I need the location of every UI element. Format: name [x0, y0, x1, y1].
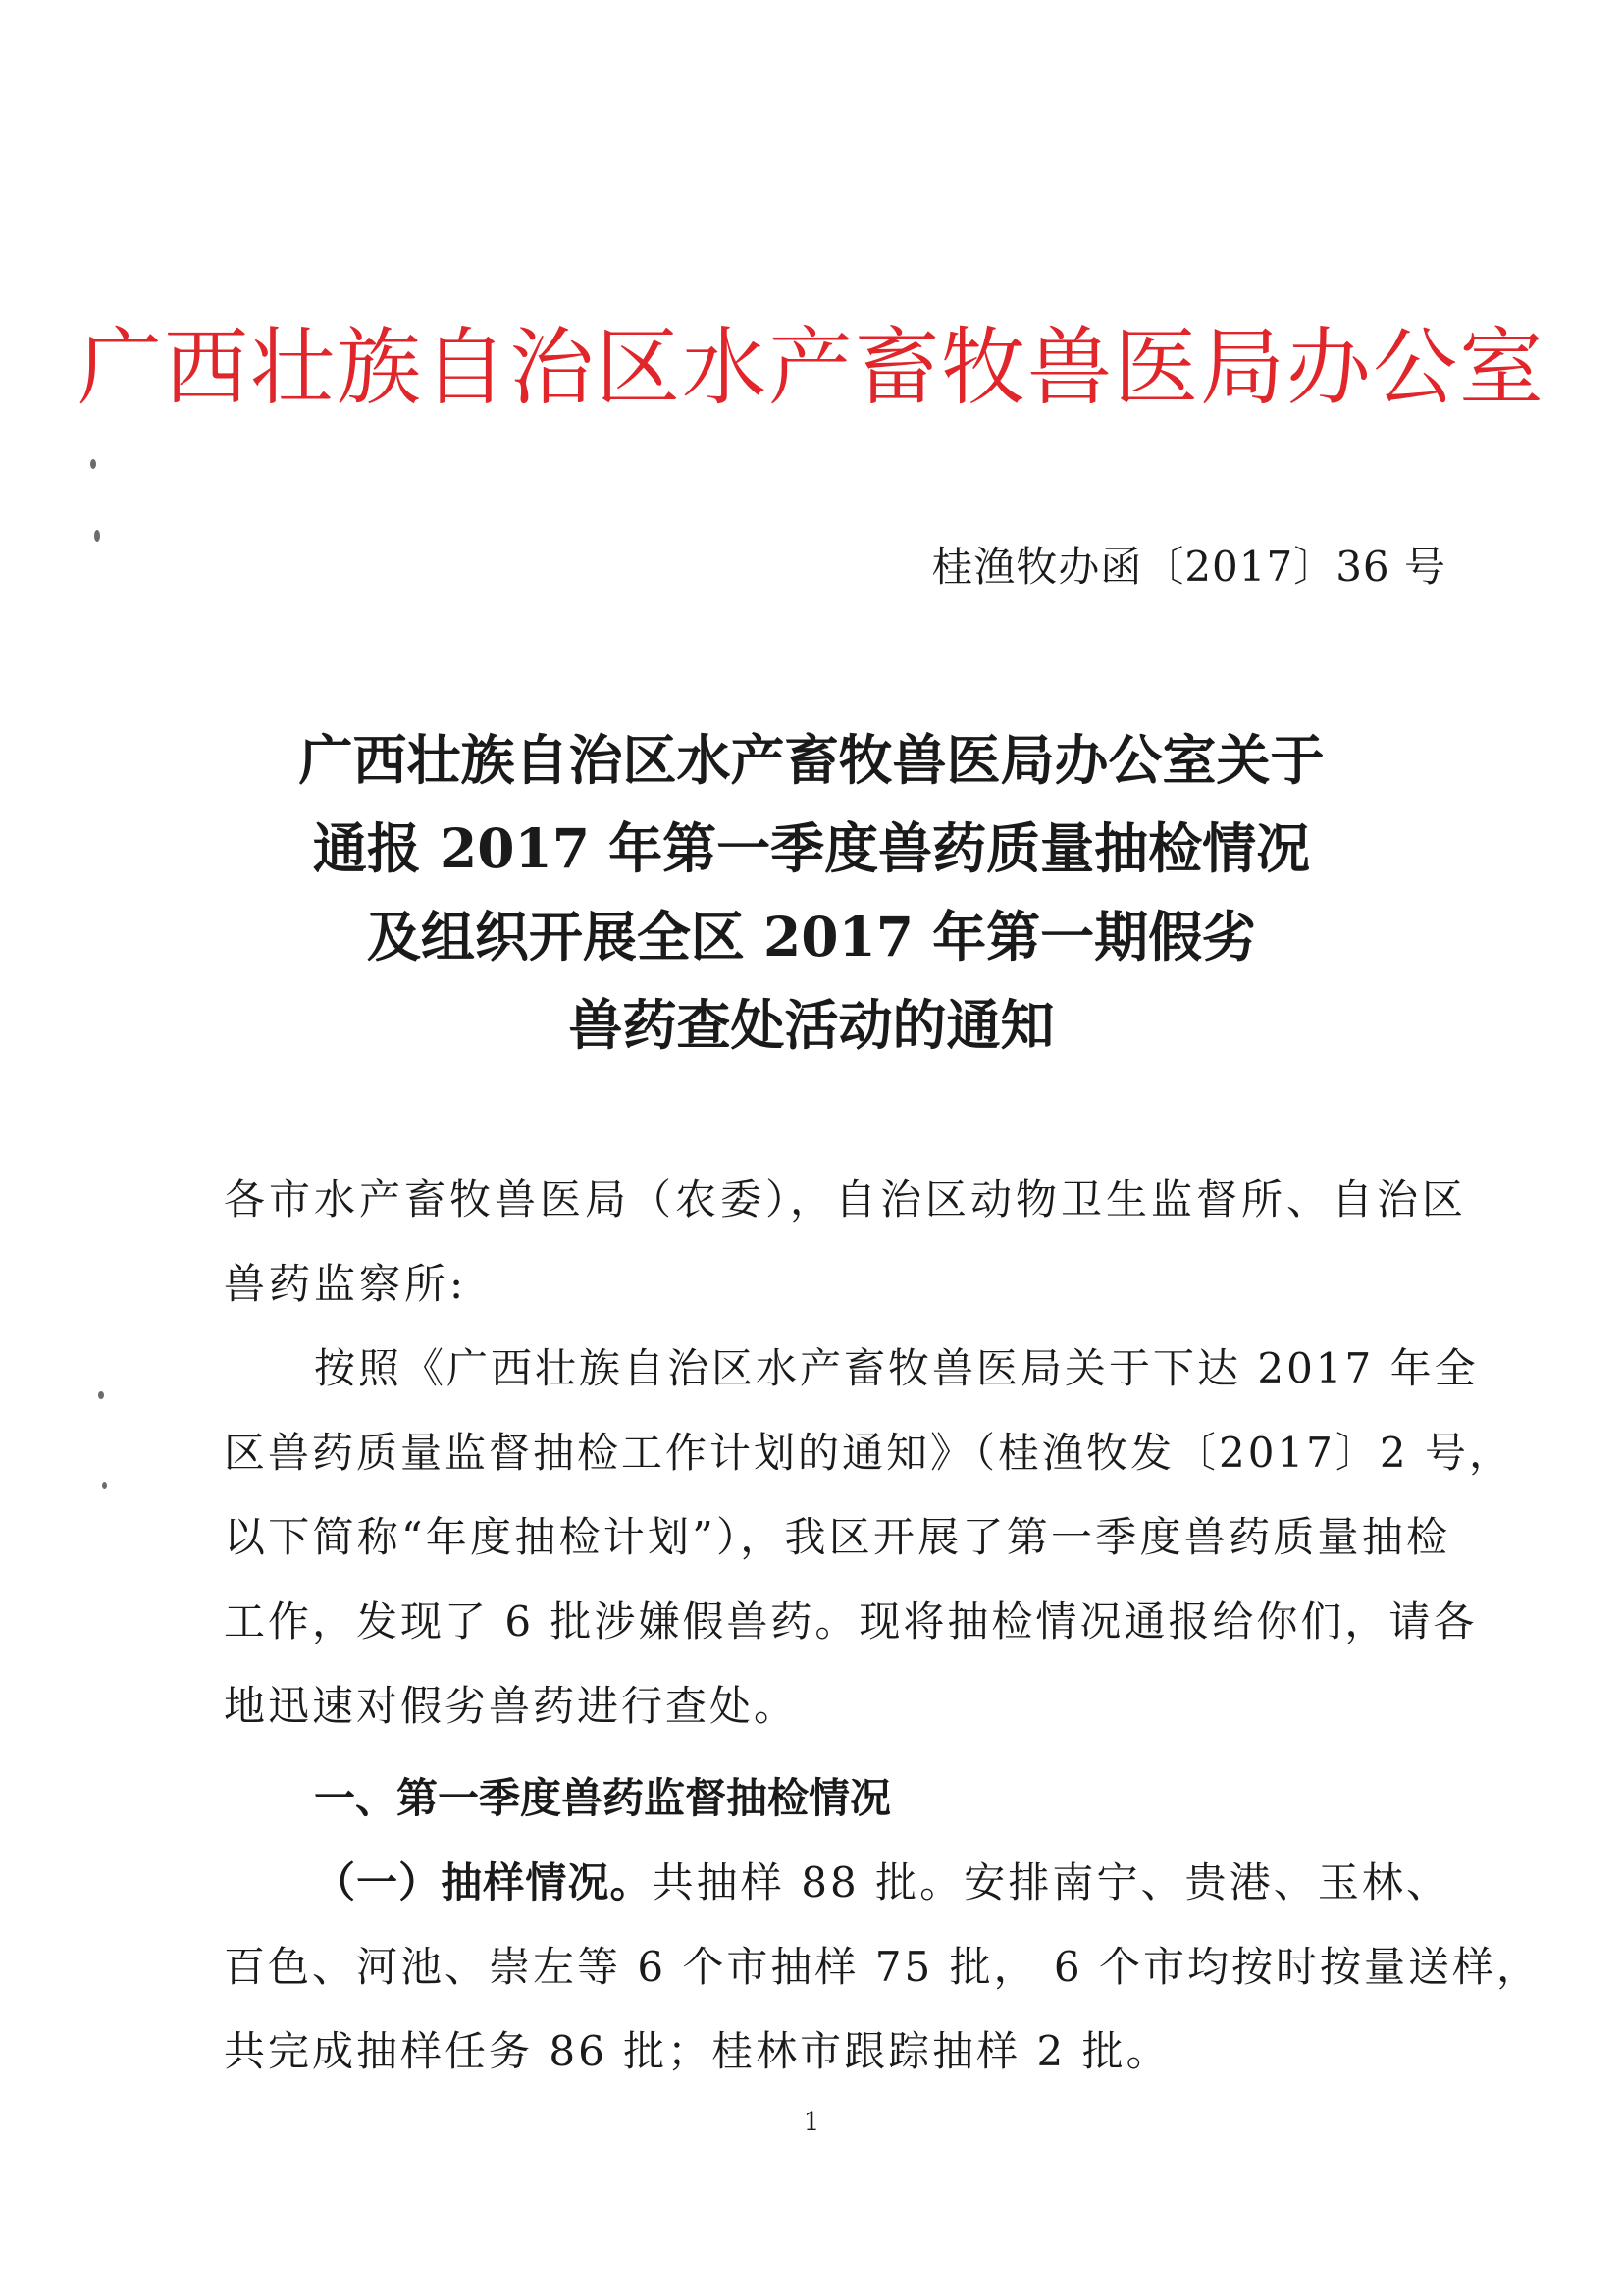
paragraph-line — [224, 1841, 1450, 1925]
paragraph-line: 工作，发现了 6 批涉嫌假兽药。现将抽检情况通报给你们，请各 — [224, 1597, 1478, 1645]
subsection-heading: （一）抽样情况。 — [314, 1858, 653, 1906]
salutation — [224, 1158, 1468, 1327]
title-line: 通报 2017 年第一季度兽药质量抽检情况 — [312, 816, 1311, 880]
paragraph-line: 百色、河池、崇左等 6 个市抽样 75 批， 6 个市均按时按量送样， — [224, 1943, 1541, 1991]
scan-speck — [90, 459, 96, 469]
paragraph-line: 区兽药质量监督抽检工作计划的通知》（桂渔牧发〔2017〕2 号， — [224, 1429, 1513, 1477]
issuing-org-header: 广西壮族自治区水产畜牧兽医局办公室 — [78, 319, 1545, 417]
salutation-line: 各市水产畜牧兽医局（农委），自治区动物卫生监督所、自治区 — [224, 1175, 1468, 1224]
paragraph-line: 共完成抽样任务 86 批；桂林市跟踪抽样 2 批。 — [224, 2027, 1171, 2075]
paragraph-line: 按照《广西壮族自治区水产畜牧兽医局关于下达 2017 年全 — [314, 1344, 1479, 1392]
document-number: 桂渔牧办函〔2017〕36 号 — [931, 543, 1446, 591]
subsection-paragraph — [224, 1841, 1541, 2094]
paragraph-text: 共抽样 88 批。安排南宁、贵港、玉林、 — [652, 1858, 1450, 1906]
section-heading: 一、第一季度兽药监督抽检情况 — [314, 1774, 892, 1822]
scan-speck — [94, 530, 100, 542]
page-number: 1 — [803, 2108, 820, 2137]
salutation-line: 兽药监察所: — [224, 1260, 468, 1308]
paragraph-line: 地迅速对假劣兽药进行查处。 — [224, 1682, 799, 1730]
paragraph-line: 以下简称“年度抽检计划”），我区开展了第一季度兽药质量抽检 — [224, 1513, 1450, 1561]
document-title — [177, 716, 1446, 1070]
title-line: 兽药查处活动的通知 — [568, 993, 1055, 1057]
scan-speck — [98, 1391, 104, 1399]
scan-speck — [102, 1482, 107, 1489]
title-line: 广西壮族自治区水产畜牧兽医局办公室关于 — [298, 728, 1325, 792]
title-line: 及组织开展全区 2017 年第一期假劣 — [366, 905, 1257, 968]
body-paragraph — [224, 1327, 1513, 1748]
